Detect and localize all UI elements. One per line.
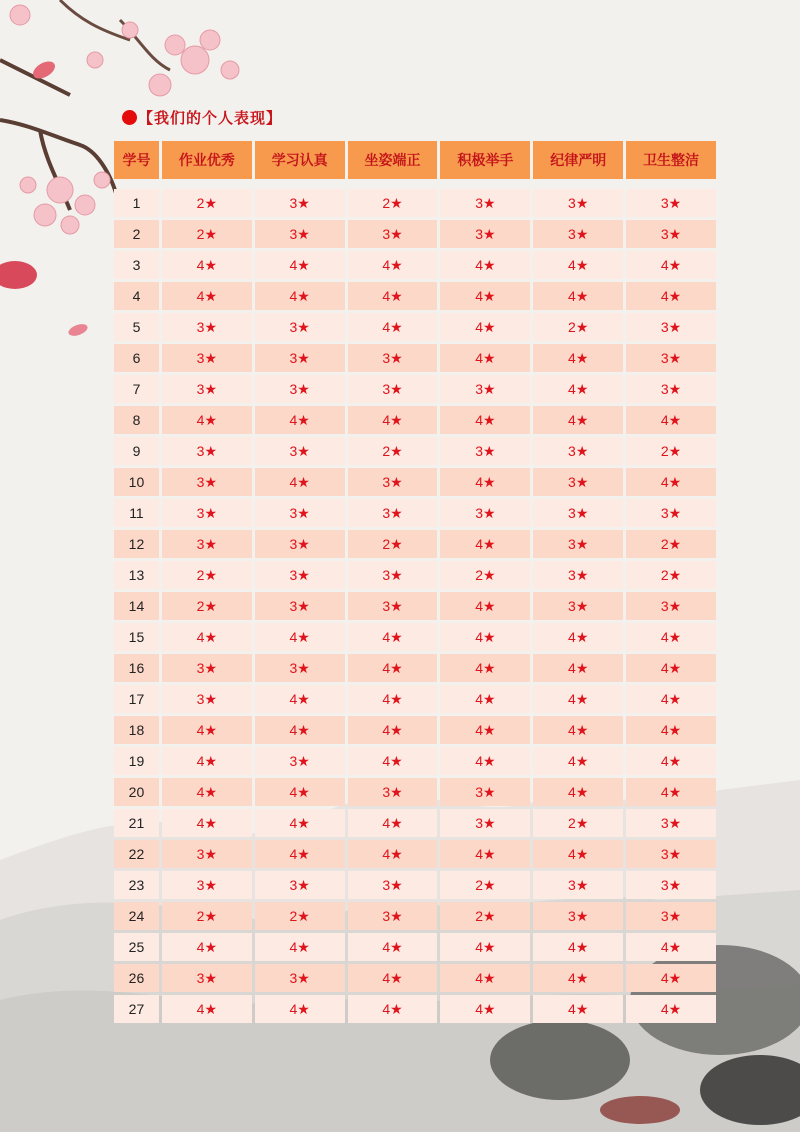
rating-cell: 4★ <box>255 995 345 1023</box>
student-id-cell: 27 <box>114 995 159 1023</box>
table-row <box>114 189 716 217</box>
rating-cell: 3★ <box>626 189 716 217</box>
rating-cell: 4★ <box>348 313 438 341</box>
rating-cell: 3★ <box>162 437 252 465</box>
rating-cell: 4★ <box>348 685 438 713</box>
rating-cell: 4★ <box>626 964 716 992</box>
rating-cell: 2★ <box>626 437 716 465</box>
rating-cell: 3★ <box>440 778 530 806</box>
rating-cell: 2★ <box>255 902 345 930</box>
student-id-cell: 4 <box>114 282 159 310</box>
rating-cell: 2★ <box>533 809 623 837</box>
rating-cell: 4★ <box>162 933 252 961</box>
heading-text: 【我们的个人表现】 <box>138 108 283 127</box>
rating-cell: 4★ <box>626 468 716 496</box>
rating-cell: 4★ <box>255 809 345 837</box>
rating-cell: 4★ <box>626 685 716 713</box>
rating-cell: 3★ <box>162 530 252 558</box>
rating-cell: 3★ <box>348 220 438 248</box>
rating-cell: 4★ <box>533 778 623 806</box>
rating-cell: 3★ <box>626 840 716 868</box>
rating-cell: 4★ <box>162 809 252 837</box>
rating-cell: 3★ <box>440 499 530 527</box>
rating-cell: 4★ <box>440 654 530 682</box>
student-id-cell: 5 <box>114 313 159 341</box>
table-row <box>114 530 716 558</box>
rating-cell: 4★ <box>533 654 623 682</box>
rating-cell: 4★ <box>533 933 623 961</box>
rating-cell: 4★ <box>440 406 530 434</box>
header-cell: 学习认真 <box>255 141 345 179</box>
rating-cell: 4★ <box>162 282 252 310</box>
rating-cell: 4★ <box>348 933 438 961</box>
student-id-cell: 2 <box>114 220 159 248</box>
rating-cell: 2★ <box>162 902 252 930</box>
table-row <box>114 654 716 682</box>
rating-cell: 3★ <box>162 654 252 682</box>
table-row <box>114 406 716 434</box>
student-id-cell: 1 <box>114 189 159 217</box>
table-row <box>114 933 716 961</box>
student-id-cell: 24 <box>114 902 159 930</box>
table-row <box>114 437 716 465</box>
rating-cell: 3★ <box>626 592 716 620</box>
table-row <box>114 685 716 713</box>
rating-cell: 3★ <box>440 189 530 217</box>
rating-cell: 4★ <box>440 530 530 558</box>
rating-cell: 2★ <box>440 871 530 899</box>
rating-cell: 4★ <box>348 251 438 279</box>
rating-cell: 2★ <box>348 189 438 217</box>
rating-cell: 4★ <box>348 406 438 434</box>
rating-cell: 4★ <box>348 747 438 775</box>
section-heading <box>122 106 282 128</box>
rating-cell: 4★ <box>440 716 530 744</box>
rating-cell: 3★ <box>626 313 716 341</box>
rating-cell: 3★ <box>533 902 623 930</box>
table-row <box>114 561 716 589</box>
rating-cell: 4★ <box>440 840 530 868</box>
student-id-cell: 8 <box>114 406 159 434</box>
student-id-cell: 9 <box>114 437 159 465</box>
student-id-cell: 12 <box>114 530 159 558</box>
table-row <box>114 716 716 744</box>
student-id-cell: 11 <box>114 499 159 527</box>
rating-cell: 2★ <box>162 561 252 589</box>
rating-cell: 3★ <box>626 809 716 837</box>
rating-cell: 2★ <box>348 437 438 465</box>
rating-cell: 4★ <box>162 251 252 279</box>
student-id-cell: 7 <box>114 375 159 403</box>
rating-cell: 3★ <box>255 530 345 558</box>
rating-cell: 3★ <box>533 592 623 620</box>
rating-cell: 3★ <box>348 778 438 806</box>
student-id-cell: 25 <box>114 933 159 961</box>
student-id-cell: 3 <box>114 251 159 279</box>
student-id-cell: 10 <box>114 468 159 496</box>
rating-cell: 3★ <box>440 220 530 248</box>
rating-cell: 4★ <box>626 623 716 651</box>
rating-cell: 4★ <box>533 344 623 372</box>
header-cell: 卫生整洁 <box>626 141 716 179</box>
student-id-cell: 23 <box>114 871 159 899</box>
rating-cell: 4★ <box>255 716 345 744</box>
table-row <box>114 282 716 310</box>
rating-cell: 4★ <box>626 251 716 279</box>
rating-cell: 3★ <box>626 220 716 248</box>
header-cell: 坐姿端正 <box>348 141 438 179</box>
student-id-cell: 15 <box>114 623 159 651</box>
table-row <box>114 344 716 372</box>
rating-cell: 3★ <box>348 499 438 527</box>
table-row <box>114 747 716 775</box>
table-row <box>114 871 716 899</box>
rating-cell: 2★ <box>162 592 252 620</box>
rating-cell: 3★ <box>533 499 623 527</box>
rating-cell: 3★ <box>162 468 252 496</box>
rating-cell: 4★ <box>255 623 345 651</box>
rating-cell: 3★ <box>440 809 530 837</box>
rating-cell: 3★ <box>162 375 252 403</box>
rating-cell: 4★ <box>255 282 345 310</box>
rating-cell: 4★ <box>255 840 345 868</box>
rating-cell: 3★ <box>348 344 438 372</box>
rating-cell: 4★ <box>255 251 345 279</box>
rating-cell: 4★ <box>255 468 345 496</box>
rating-cell: 3★ <box>255 220 345 248</box>
table-row <box>114 468 716 496</box>
rating-cell: 3★ <box>255 375 345 403</box>
rating-cell: 4★ <box>348 623 438 651</box>
rating-cell: 3★ <box>255 592 345 620</box>
rating-cell: 4★ <box>440 623 530 651</box>
rating-cell: 3★ <box>162 964 252 992</box>
rating-cell: 2★ <box>626 530 716 558</box>
header-cell: 纪律严明 <box>533 141 623 179</box>
rating-cell: 3★ <box>162 840 252 868</box>
rating-cell: 3★ <box>255 437 345 465</box>
rating-cell: 3★ <box>255 189 345 217</box>
rating-cell: 4★ <box>533 840 623 868</box>
rating-cell: 4★ <box>533 964 623 992</box>
student-id-cell: 18 <box>114 716 159 744</box>
student-id-cell: 17 <box>114 685 159 713</box>
table-row <box>114 840 716 868</box>
rating-cell: 2★ <box>626 561 716 589</box>
rating-cell: 4★ <box>440 685 530 713</box>
rating-cell: 2★ <box>348 530 438 558</box>
rating-cell: 4★ <box>440 964 530 992</box>
rating-cell: 3★ <box>255 561 345 589</box>
rating-cell: 3★ <box>533 220 623 248</box>
rating-cell: 3★ <box>533 530 623 558</box>
rating-cell: 4★ <box>162 747 252 775</box>
rating-cell: 4★ <box>440 468 530 496</box>
spacer-cell <box>114 182 716 186</box>
table-row <box>114 778 716 806</box>
rating-cell: 4★ <box>348 654 438 682</box>
rating-cell: 3★ <box>533 189 623 217</box>
rating-cell: 3★ <box>348 592 438 620</box>
rating-cell: 4★ <box>162 406 252 434</box>
rating-cell: 4★ <box>162 716 252 744</box>
rating-cell: 3★ <box>348 902 438 930</box>
table-row <box>114 375 716 403</box>
student-id-cell: 21 <box>114 809 159 837</box>
rating-cell: 4★ <box>348 716 438 744</box>
rating-cell: 4★ <box>626 654 716 682</box>
table-row <box>114 995 716 1023</box>
table-row <box>114 499 716 527</box>
rating-cell: 4★ <box>533 251 623 279</box>
rating-cell: 3★ <box>533 468 623 496</box>
rating-cell: 3★ <box>533 561 623 589</box>
rating-cell: 4★ <box>533 282 623 310</box>
table-row <box>114 220 716 248</box>
rating-cell: 4★ <box>440 592 530 620</box>
rating-cell: 4★ <box>440 282 530 310</box>
rating-cell: 3★ <box>255 654 345 682</box>
rating-cell: 3★ <box>348 375 438 403</box>
rating-cell: 4★ <box>626 933 716 961</box>
student-id-cell: 6 <box>114 344 159 372</box>
rating-cell: 4★ <box>533 406 623 434</box>
rating-cell: 4★ <box>533 375 623 403</box>
rating-cell: 3★ <box>255 964 345 992</box>
rating-cell: 4★ <box>533 747 623 775</box>
rating-cell: 3★ <box>162 685 252 713</box>
student-id-cell: 26 <box>114 964 159 992</box>
rating-cell: 4★ <box>440 747 530 775</box>
rating-cell: 4★ <box>533 685 623 713</box>
rating-cell: 4★ <box>255 685 345 713</box>
rating-cell: 4★ <box>255 933 345 961</box>
rating-cell: 4★ <box>440 344 530 372</box>
student-id-cell: 20 <box>114 778 159 806</box>
rating-cell: 2★ <box>162 220 252 248</box>
rating-cell: 4★ <box>348 282 438 310</box>
rating-cell: 3★ <box>626 344 716 372</box>
rating-cell: 3★ <box>626 871 716 899</box>
rating-cell: 4★ <box>348 809 438 837</box>
rating-cell: 3★ <box>162 313 252 341</box>
header-cell: 积极举手 <box>440 141 530 179</box>
table-row <box>114 809 716 837</box>
rating-cell: 4★ <box>440 995 530 1023</box>
student-id-cell: 13 <box>114 561 159 589</box>
rating-cell: 2★ <box>440 561 530 589</box>
rating-cell: 3★ <box>255 871 345 899</box>
student-id-cell: 19 <box>114 747 159 775</box>
rating-cell: 4★ <box>626 716 716 744</box>
rating-cell: 3★ <box>162 344 252 372</box>
rating-cell: 4★ <box>440 313 530 341</box>
rating-cell: 4★ <box>162 995 252 1023</box>
rating-cell: 2★ <box>533 313 623 341</box>
student-id-cell: 22 <box>114 840 159 868</box>
rating-cell: 4★ <box>162 778 252 806</box>
table-row <box>114 902 716 930</box>
rating-cell: 3★ <box>533 871 623 899</box>
rating-cell: 4★ <box>162 623 252 651</box>
rating-cell: 3★ <box>348 468 438 496</box>
rating-cell: 4★ <box>626 406 716 434</box>
rating-cell: 4★ <box>533 995 623 1023</box>
student-id-cell: 14 <box>114 592 159 620</box>
rating-cell: 3★ <box>626 902 716 930</box>
rating-cell: 4★ <box>348 995 438 1023</box>
rating-cell: 4★ <box>626 995 716 1023</box>
rating-cell: 4★ <box>440 933 530 961</box>
rating-cell: 3★ <box>626 375 716 403</box>
rating-cell: 3★ <box>533 437 623 465</box>
performance-table <box>111 138 719 1026</box>
rating-cell: 3★ <box>348 871 438 899</box>
table-row <box>114 313 716 341</box>
bullet-dot-icon <box>122 110 137 125</box>
header-cell: 学号 <box>114 141 159 179</box>
rating-cell: 4★ <box>348 964 438 992</box>
rating-cell: 4★ <box>255 778 345 806</box>
header-cell: 作业优秀 <box>162 141 252 179</box>
table-row <box>114 623 716 651</box>
rating-cell: 4★ <box>533 623 623 651</box>
rating-cell: 4★ <box>440 251 530 279</box>
rating-cell: 4★ <box>626 747 716 775</box>
rating-cell: 3★ <box>255 499 345 527</box>
rating-cell: 3★ <box>626 499 716 527</box>
rating-cell: 2★ <box>162 189 252 217</box>
table-row <box>114 964 716 992</box>
rating-cell: 4★ <box>626 778 716 806</box>
rating-cell: 3★ <box>162 499 252 527</box>
rating-cell: 3★ <box>440 375 530 403</box>
rating-cell: 4★ <box>626 282 716 310</box>
rating-cell: 3★ <box>255 313 345 341</box>
rating-cell: 3★ <box>162 871 252 899</box>
rating-cell: 3★ <box>348 561 438 589</box>
rating-cell: 4★ <box>533 716 623 744</box>
table-header-row <box>114 141 716 179</box>
table-spacer <box>114 182 716 186</box>
student-id-cell: 16 <box>114 654 159 682</box>
rating-cell: 3★ <box>440 437 530 465</box>
table-row <box>114 251 716 279</box>
rating-cell: 2★ <box>440 902 530 930</box>
rating-cell: 4★ <box>255 406 345 434</box>
rating-cell: 3★ <box>255 747 345 775</box>
rating-cell: 4★ <box>348 840 438 868</box>
rating-cell: 3★ <box>255 344 345 372</box>
table-row <box>114 592 716 620</box>
